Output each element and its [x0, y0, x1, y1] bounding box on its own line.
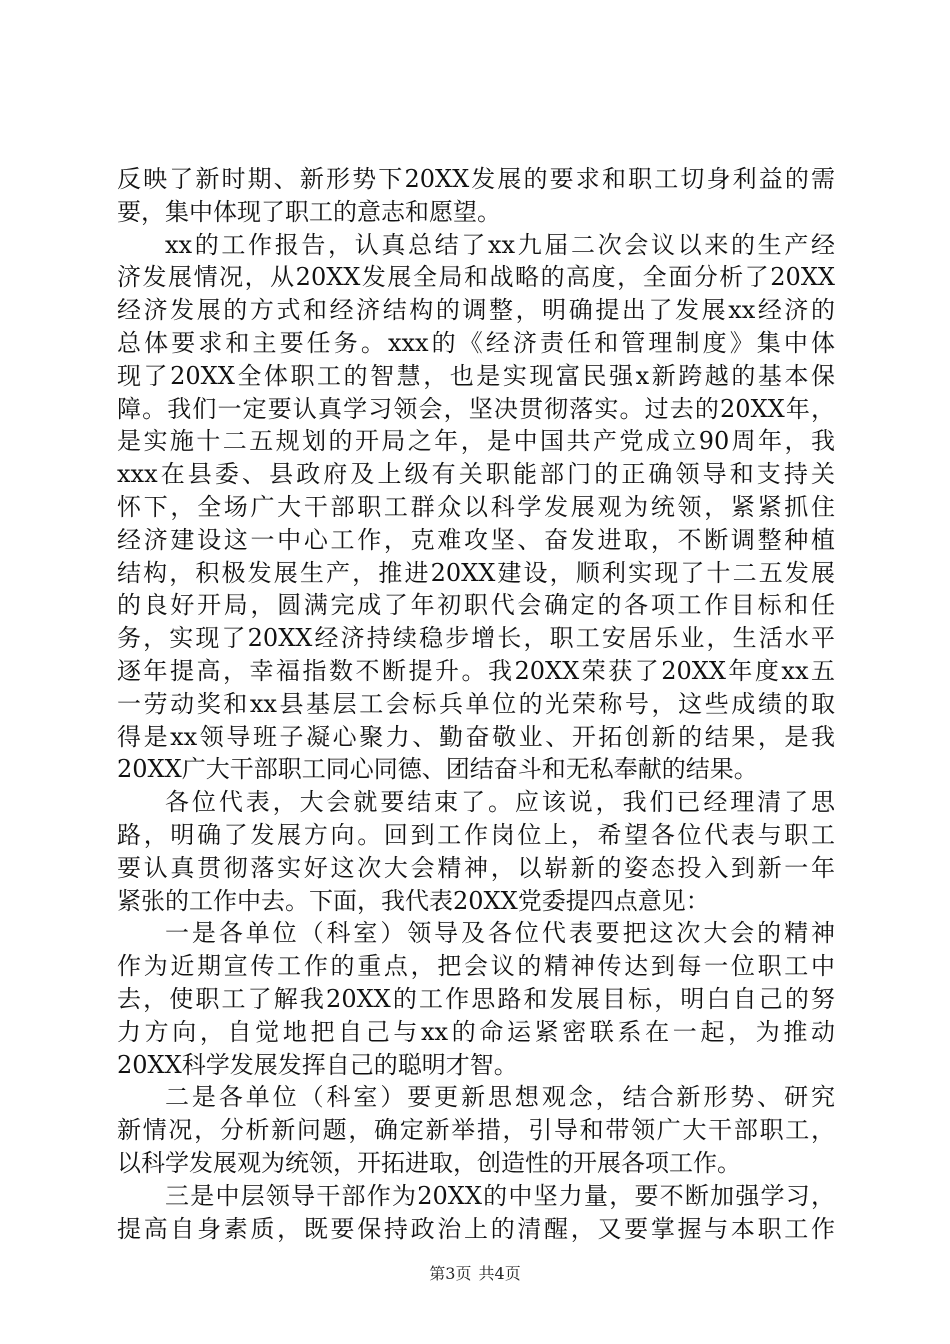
text-line: 总体要求和主要任务。xxx的《经济责任和管理制度》集中体 [117, 328, 835, 357]
text-line: xxx在县委、县政府及上级有关职能部门的正确领导和支持关 [117, 460, 835, 489]
body-text [117, 163, 835, 1245]
page-footer [0, 1264, 950, 1284]
text-line: 20XX科学发展发挥自己的聪明才智。 [117, 1050, 518, 1079]
text-line: 新情况，分析新问题，确定新举措，引导和带领广大干部职工， [117, 1116, 835, 1145]
text-line: 一是各单位（科室）领导及各位代表要把这次大会的精神 [165, 919, 835, 948]
text-line: 现了20XX全体职工的智慧，也是实现富民强x新跨越的基本保 [117, 361, 835, 390]
text-line: 三是中层领导干部作为20XX的中坚力量，要不断加强学习， [165, 1181, 835, 1210]
page-number: 第3页 [429, 1264, 472, 1283]
text-line: 的良好开局，圆满完成了年初职代会确定的各项工作目标和任 [117, 591, 835, 620]
text-line: 障。我们一定要认真学习领会，坚决贯彻落实。过去的20XX年， [117, 394, 835, 423]
text-line: 紧张的工作中去。下面，我代表20XX党委提四点意见： [117, 886, 710, 915]
text-line: 要，集中体现了职工的意志和愿望。 [117, 197, 501, 226]
text-line: 提高自身素质，既要保持政治上的清醒，又要掌握与本职工作 [117, 1214, 835, 1243]
text-line: 怀下，全场广大干部职工群众以科学发展观为统领，紧紧抓住 [117, 492, 835, 521]
text-line: 是实施十二五规划的开局之年，是中国共产党成立90周年，我 [117, 427, 835, 456]
text-line: 要认真贯彻落实好这次大会精神，以崭新的姿态投入到新一年 [117, 853, 835, 882]
text-line: 结构，积极发展生产，推进20XX建设，顺利实现了十二五发展 [117, 558, 835, 587]
text-line: 得是xx领导班子凝心聚力、勤奋敬业、开拓创新的结果，是我 [117, 722, 835, 751]
text-line: 路，明确了发展方向。回到工作岗位上，希望各位代表与职工 [117, 820, 835, 849]
text-line: 作为近期宣传工作的重点，把会议的精神传达到每一位职工中 [117, 952, 835, 981]
text-line: 各位代表，大会就要结束了。应该说，我们已经理清了思 [165, 788, 835, 817]
text-line: 逐年提高，幸福指数不断提升。我20XX荣获了20XX年度xx五 [117, 656, 835, 685]
text-line: 二是各单位（科室）要更新思想观念，结合新形势、研究 [165, 1083, 835, 1112]
text-line: 济发展情况，从20XX发展全局和战略的高度，全面分析了20XX [117, 263, 835, 292]
text-line: 务，实现了20XX经济持续稳步增长，职工安居乐业，生活水平 [117, 624, 835, 653]
page-total: 共4页 [478, 1264, 521, 1283]
text-line: 经济发展的方式和经济结构的调整，明确提出了发展xx经济的 [117, 296, 835, 325]
text-line: 以科学发展观为统领，开拓进取，创造性的开展各项工作。 [117, 1148, 741, 1177]
text-line: 反映了新时期、新形势下20XX发展的要求和职工切身利益的需 [117, 165, 835, 193]
text-line: 20XX广大干部职工同心同德、团结奋斗和无私奉献的结果。 [117, 755, 758, 784]
text-line: 经济建设这一中心工作，克难攻坚、奋发进取，不断调整种植 [117, 525, 835, 554]
text-line: 去，使职工了解我20XX的工作思路和发展目标，明白自己的努 [117, 984, 835, 1013]
text-line: 一劳动奖和xx县基层工会标兵单位的光荣称号，这些成绩的取 [117, 689, 835, 718]
text-line: xx的工作报告，认真总结了xx九届二次会议以来的生产经 [165, 230, 835, 259]
text-line: 力方向，自觉地把自己与xx的命运紧密联系在一起，为推动 [117, 1017, 835, 1046]
